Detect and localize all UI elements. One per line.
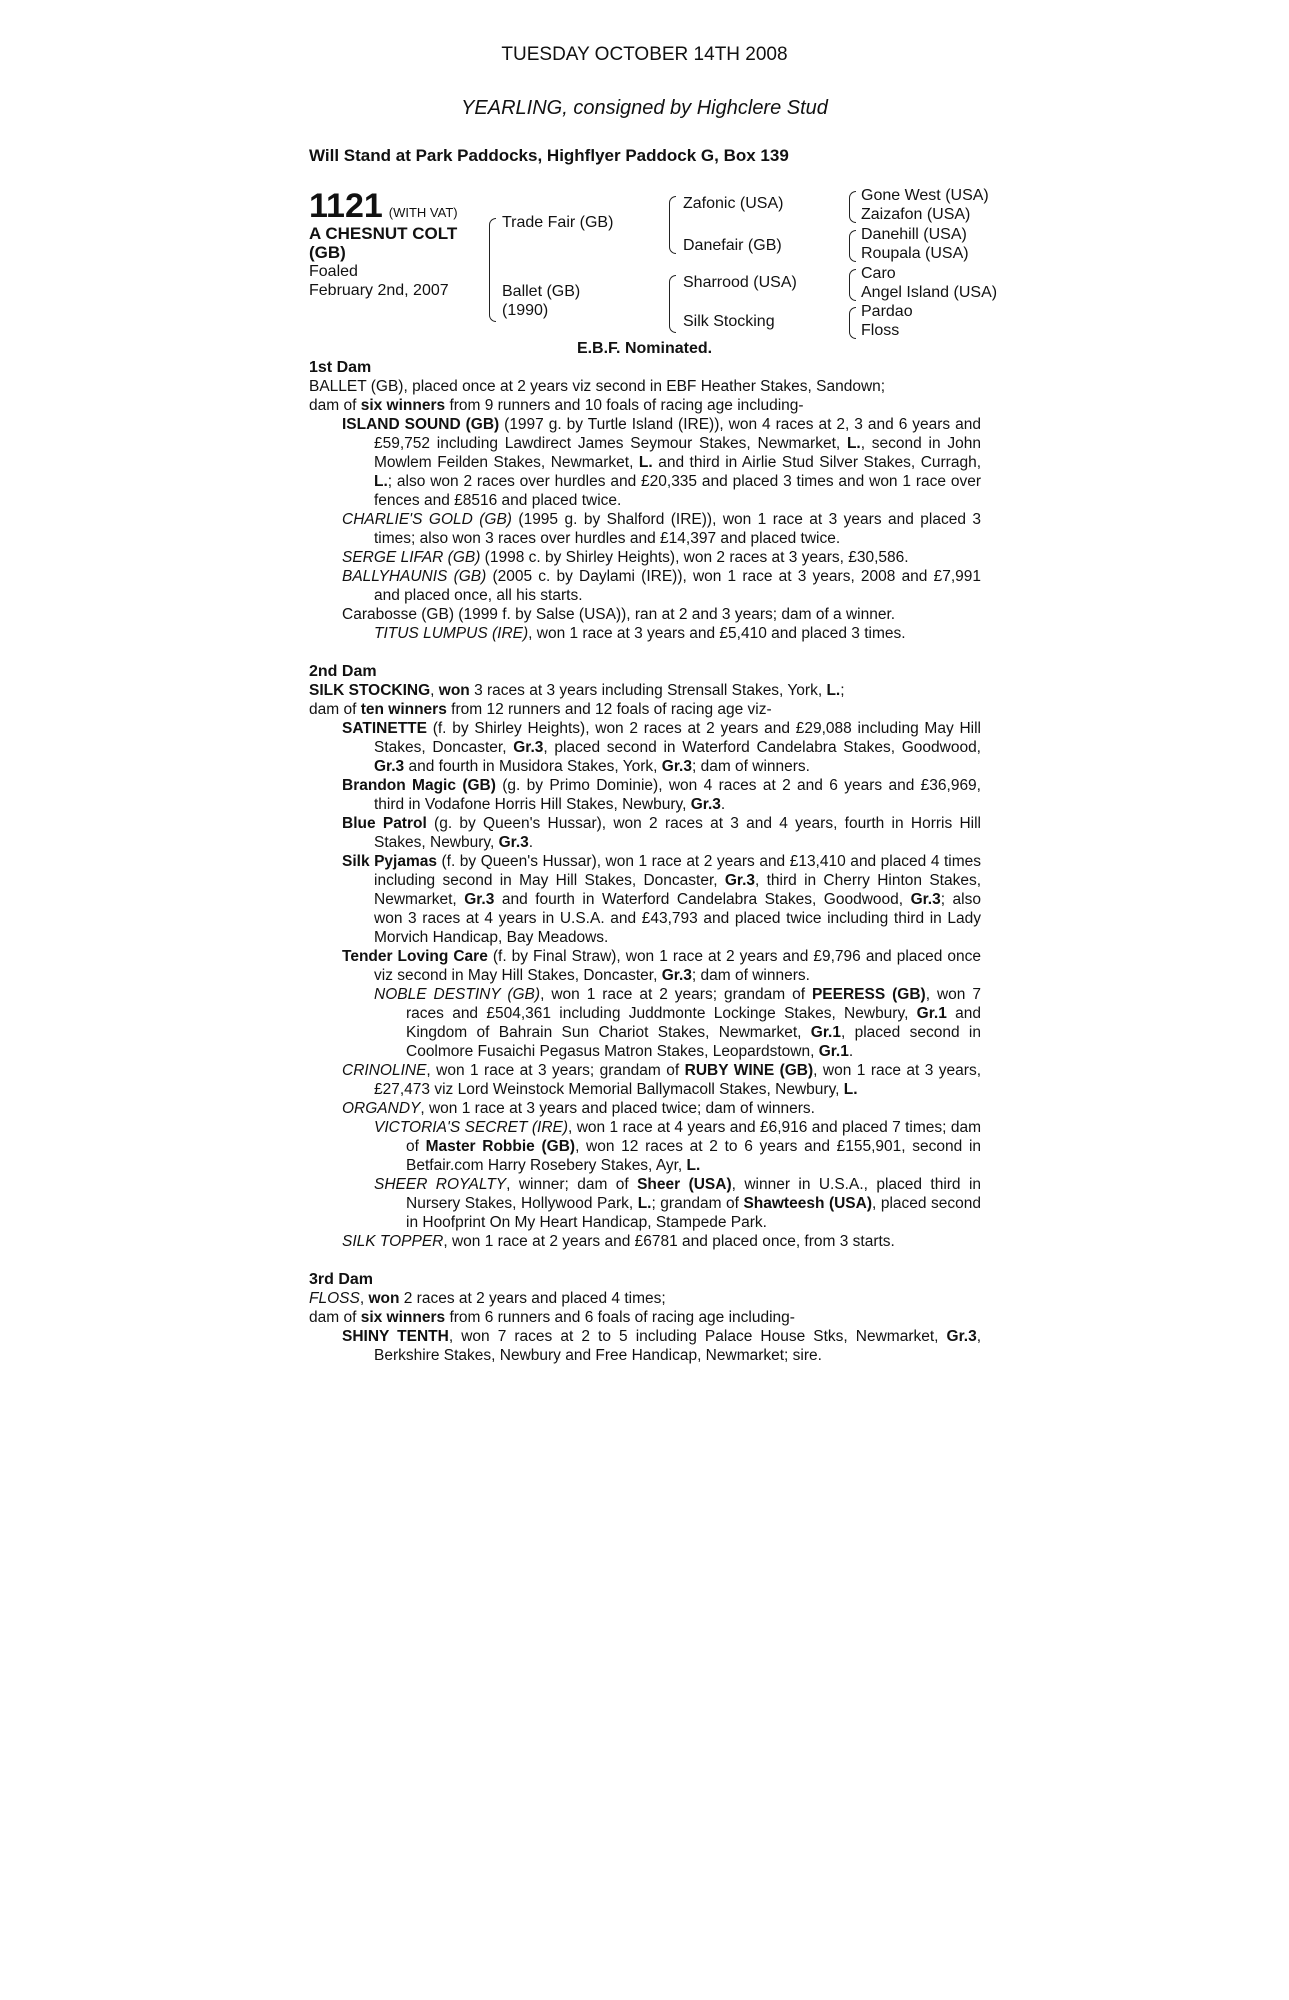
pedigree-brace xyxy=(489,218,496,322)
ebf-note: E.B.F. Nominated. xyxy=(576,340,713,357)
produce-entry: SHEER ROYALTY, winner; dam of Sheer (USA), winner in U.S.A., placed third in Nursery Stakes, Hollywood Park, L.; grandam of Shawteesh (USA), placed second in Hoofprint On My Heart Handicap, Stampede Park. xyxy=(374,1176,982,1231)
first-dam-heading: 1st Dam xyxy=(309,359,372,376)
stand-location: Will Stand at Park Paddocks, Highflyer Paddock G, Box 139 xyxy=(309,146,789,165)
third-dam-intro: FLOSS, won 2 races at 2 years and placed 4 times; xyxy=(309,1290,666,1307)
lot-info xyxy=(309,188,479,300)
produce-entry: SHINY TENTH, won 7 races at 2 to 5 including Palace House Stks, Newmarket, Gr.3, Berkshire Stakes, Newbury and Free Handicap, Newmarket; sire. xyxy=(342,1328,982,1364)
produce-entry: NOBLE DESTINY (GB), won 1 race at 2 years; grandam of PEERESS (GB), won 7 races and £504,361 including Juddmonte Lockinge Stakes, Newbury, Gr.1 and Kingdom of Bahrain Sun Chariot Stakes, Newmarket, Gr.1, placed second in Coolmore Fusaichi Pegasus Matron Stakes, Leopardstown, Gr.1. xyxy=(374,986,981,1060)
produce-entry: SILK TOPPER, won 1 race at 2 years and £6781 and placed once, from 3 starts. xyxy=(342,1233,895,1250)
pedigree-ss-dam: Zaizafon (USA) xyxy=(861,206,971,223)
pedigree-brace xyxy=(849,230,856,262)
third-dam-summary: dam of six winners from 6 runners and 6 foals of racing age including- xyxy=(309,1309,795,1326)
pedigree-dd-sire: Pardao xyxy=(861,303,913,320)
produce-entry: SATINETTE (f. by Shirley Heights), won 2 races at 2 years and £29,088 including May Hill Stakes, Doncaster, Gr.3, placed second in Waterford Candelabra Stakes, Goodwood, Gr.3 and fourth in Musidora Stakes, York, Gr.3; dam of winners. xyxy=(342,720,981,775)
produce-entry: ORGANDY, won 1 race at 3 years and placed twice; dam of winners. xyxy=(342,1100,815,1117)
produce-entry: ISLAND SOUND (GB) (1997 g. by Turtle Island (IRE)), won 4 races at 2, 3 and 6 years and £59,752 including Lawdirect James Seymour Stakes, Newmarket, L., second in John Mowlem Feilden Stakes, Newmarket, L. and third in Airlie Stud Silver Stakes, Curragh, L.; also won 2 races over hurdles and £20,335 and placed 3 times and won 1 race over fences and £8516 and placed twice. xyxy=(342,416,982,509)
produce-entry: SERGE LIFAR (GB) (1998 c. by Shirley Heights), won 2 races at 3 years, £30,586. xyxy=(342,549,909,566)
vat-note: (WITH VAT) xyxy=(388,205,458,220)
pedigree-ds-dam: Angel Island (USA) xyxy=(861,284,998,301)
third-dam-heading: 3rd Dam xyxy=(309,1271,374,1288)
second-dam-intro: SILK STOCKING, won 3 races at 3 years including Strensall Stakes, York, L.; xyxy=(309,682,845,699)
produce-entry: BALLYHAUNIS (GB) (2005 c. by Daylami (IRE)), won 1 race at 3 years, 2008 and £7,991 and placed once, all his starts. xyxy=(342,568,981,604)
pedigree-sire-dam: Danefair (GB) xyxy=(683,237,782,254)
pedigree-dd-dam: Floss xyxy=(861,322,900,339)
pedigree-brace xyxy=(849,269,856,301)
lot-number: 1121 xyxy=(309,187,383,225)
produce-entry: Carabosse (GB) (1999 f. by Salse (USA)), ran at 2 and 3 years; dam of a winner. xyxy=(342,606,896,623)
foaled-date: February 2nd, 2007 xyxy=(309,282,449,299)
produce-entry: VICTORIA'S SECRET (IRE), won 1 race at 4 years and £6,916 and placed 7 times; dam of Master Robbie (GB), won 12 races at 2 to 6 years and £155,901, second in Betfair.com Harry Rosebery Stakes, Ayr, L. xyxy=(374,1119,982,1174)
pedigree-brace xyxy=(669,196,676,254)
pedigree-brace xyxy=(849,191,856,223)
pedigree-dam: Ballet (GB) xyxy=(502,283,581,300)
first-dam-intro: BALLET (GB), placed once at 2 years viz second in EBF Heather Stakes, Sandown; xyxy=(309,378,886,395)
produce-entry: Blue Patrol (g. by Queen's Hussar), won 2 races at 3 and 4 years, fourth in Horris Hill Stakes, Newbury, Gr.3. xyxy=(342,815,981,851)
pedigree-sire: Trade Fair (GB) xyxy=(502,214,614,231)
pedigree-dam-sire: Sharrood (USA) xyxy=(683,274,797,291)
produce-record xyxy=(309,358,981,1365)
produce-entry: CRINOLINE, won 1 race at 3 years; grandam of RUBY WINE (GB), won 1 race at 3 years, £27,473 viz Lord Weinstock Memorial Ballymacoll Stakes, Newbury, L. xyxy=(342,1062,982,1098)
produce-entry: Tender Loving Care (f. by Final Straw), won 1 race at 2 years and £9,796 and placed once viz second in May Hill Stakes, Doncaster, Gr.3; dam of winners. xyxy=(342,948,981,984)
consignor-line: YEARLING, consigned by Highclere Stud xyxy=(461,97,828,119)
pedigree-sire-sire: Zafonic (USA) xyxy=(683,195,784,212)
pedigree-brace xyxy=(849,307,856,339)
sale-date: TUESDAY OCTOBER 14TH 2008 xyxy=(501,44,788,65)
lot-name: A CHESNUT COLT (GB) xyxy=(309,224,458,262)
foaled-label: Foaled xyxy=(309,263,358,280)
produce-entry: CHARLIE'S GOLD (GB) (1995 g. by Shalford (IRE)), won 1 race at 3 years and placed 3 times; also won 3 races over hurdles and £14,397 and placed twice. xyxy=(342,511,982,547)
produce-entry: Silk Pyjamas (f. by Queen's Hussar), won 1 race at 2 years and £13,410 and placed 4 times including second in May Hill Stakes, Doncaster, Gr.3, third in Cherry Hinton Stakes, Newmarket, Gr.3 and fourth in Waterford Candelabra Stakes, Goodwood, Gr.3; also won 3 races at 4 years in U.S.A. and £43,793 and placed twice including third in Lady Morvich Handicap, Bay Meadows. xyxy=(342,853,982,946)
pedigree-dam-dam: Silk Stocking xyxy=(683,313,775,330)
pedigree-sd-dam: Roupala (USA) xyxy=(861,245,969,262)
second-dam-summary: dam of ten winners from 12 runners and 12 foals of racing age viz- xyxy=(309,701,772,718)
pedigree-dam-year: (1990) xyxy=(502,302,549,319)
pedigree-brace xyxy=(669,275,676,333)
pedigree-sd-sire: Danehill (USA) xyxy=(861,226,967,243)
pedigree-ds-sire: Caro xyxy=(861,265,896,282)
pedigree-ss-sire: Gone West (USA) xyxy=(861,187,989,204)
produce-entry: Brandon Magic (GB) (g. by Primo Dominie), won 4 races at 2 and 6 years and £36,969, third in Vodafone Horris Hill Stakes, Newbury, Gr.3. xyxy=(342,777,981,813)
produce-entry: TITUS LUMPUS (IRE), won 1 race at 3 years and £5,410 and placed 3 times. xyxy=(374,625,906,642)
first-dam-summary: dam of six winners from 9 runners and 10 foals of racing age including- xyxy=(309,397,804,414)
second-dam-heading: 2nd Dam xyxy=(309,663,377,680)
